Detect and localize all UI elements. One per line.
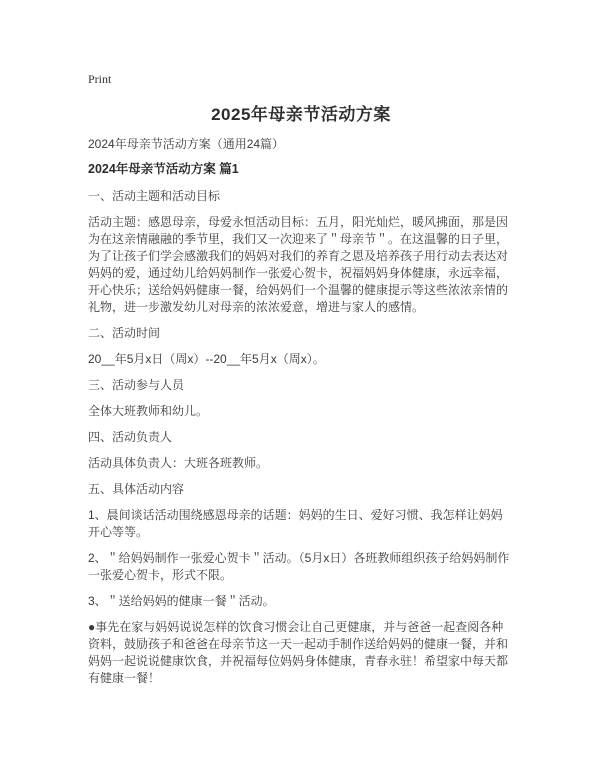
paragraph-content-item-3: 3、＂送给妈妈的健康一餐＂活动。 — [88, 594, 275, 608]
section-heading-2: 二、活动时间 — [88, 326, 161, 340]
section-heading-5: 五、具体活动内容 — [88, 482, 185, 496]
section-heading-4: 四、活动负责人 — [88, 430, 173, 444]
paragraph-content-item-2: 2、＂给妈妈制作一张爱心贺卡＂活动。（5月x日）各班教师组织孩子给妈妈制作一张爱心贺卡，形式不限。 — [88, 551, 510, 582]
paragraph-bullet-note: ●事先在家与妈妈说说怎样的饮食习惯会让自己更健康，并与爸爸一起查阅各种资料，鼓励孩子和爸爸在母亲节这一天一起动手制作送给妈妈的健康一餐，并和妈妈一起说说健康饮食，并祝福每位妈妈身体健康，青春永驻！希望家中每天都有健康一餐！ — [88, 620, 509, 685]
paragraph-activity-time: 20__年5月x日（周x）--20__年5月x（周x）。 — [88, 352, 325, 366]
article-heading: 2024年母亲节活动方案 篇1 — [88, 162, 239, 176]
paragraph-activity-theme: 活动主题：感恩母亲，母爱永恒活动目标：五月，阳光灿烂，暖风拂面，那是因为在这亲情融融的季节里，我们又一次迎来了＂母亲节＂。在这温馨的日子里，为了让孩子们学会感激我们的妈妈对我们的养育之恩及培养孩子用行动去表达对妈妈的爱，通过幼儿给妈妈制作一张爱心贺卡，祝福妈妈身体健康，永远幸福，开心快乐；送给妈妈健康一餐，给妈妈们一个温馨的健康提示等这些浓浓亲情的礼物，进一步激发幼儿对母亲的浓浓爱意，增进与家人的感情。 — [88, 215, 509, 314]
print-link[interactable]: Print — [88, 72, 112, 86]
paragraph-content-item-1: 1、晨间谈话活动围绕感恩母亲的话题：妈妈的生日、爱好习惯、我怎样让妈妈开心等等。 — [88, 508, 503, 539]
document-subtitle: 2024年母亲节活动方案（通用24篇） — [88, 137, 285, 151]
section-heading-3: 三、活动参与人员 — [88, 378, 185, 392]
document-title: 2025年母亲节活动方案 — [211, 105, 391, 124]
section-heading-1: 一、活动主题和活动目标 — [88, 189, 221, 203]
paragraph-person-in-charge: 活动具体负责人：大班各班教师。 — [88, 456, 269, 470]
paragraph-participants: 全体大班教师和幼儿。 — [88, 404, 209, 418]
